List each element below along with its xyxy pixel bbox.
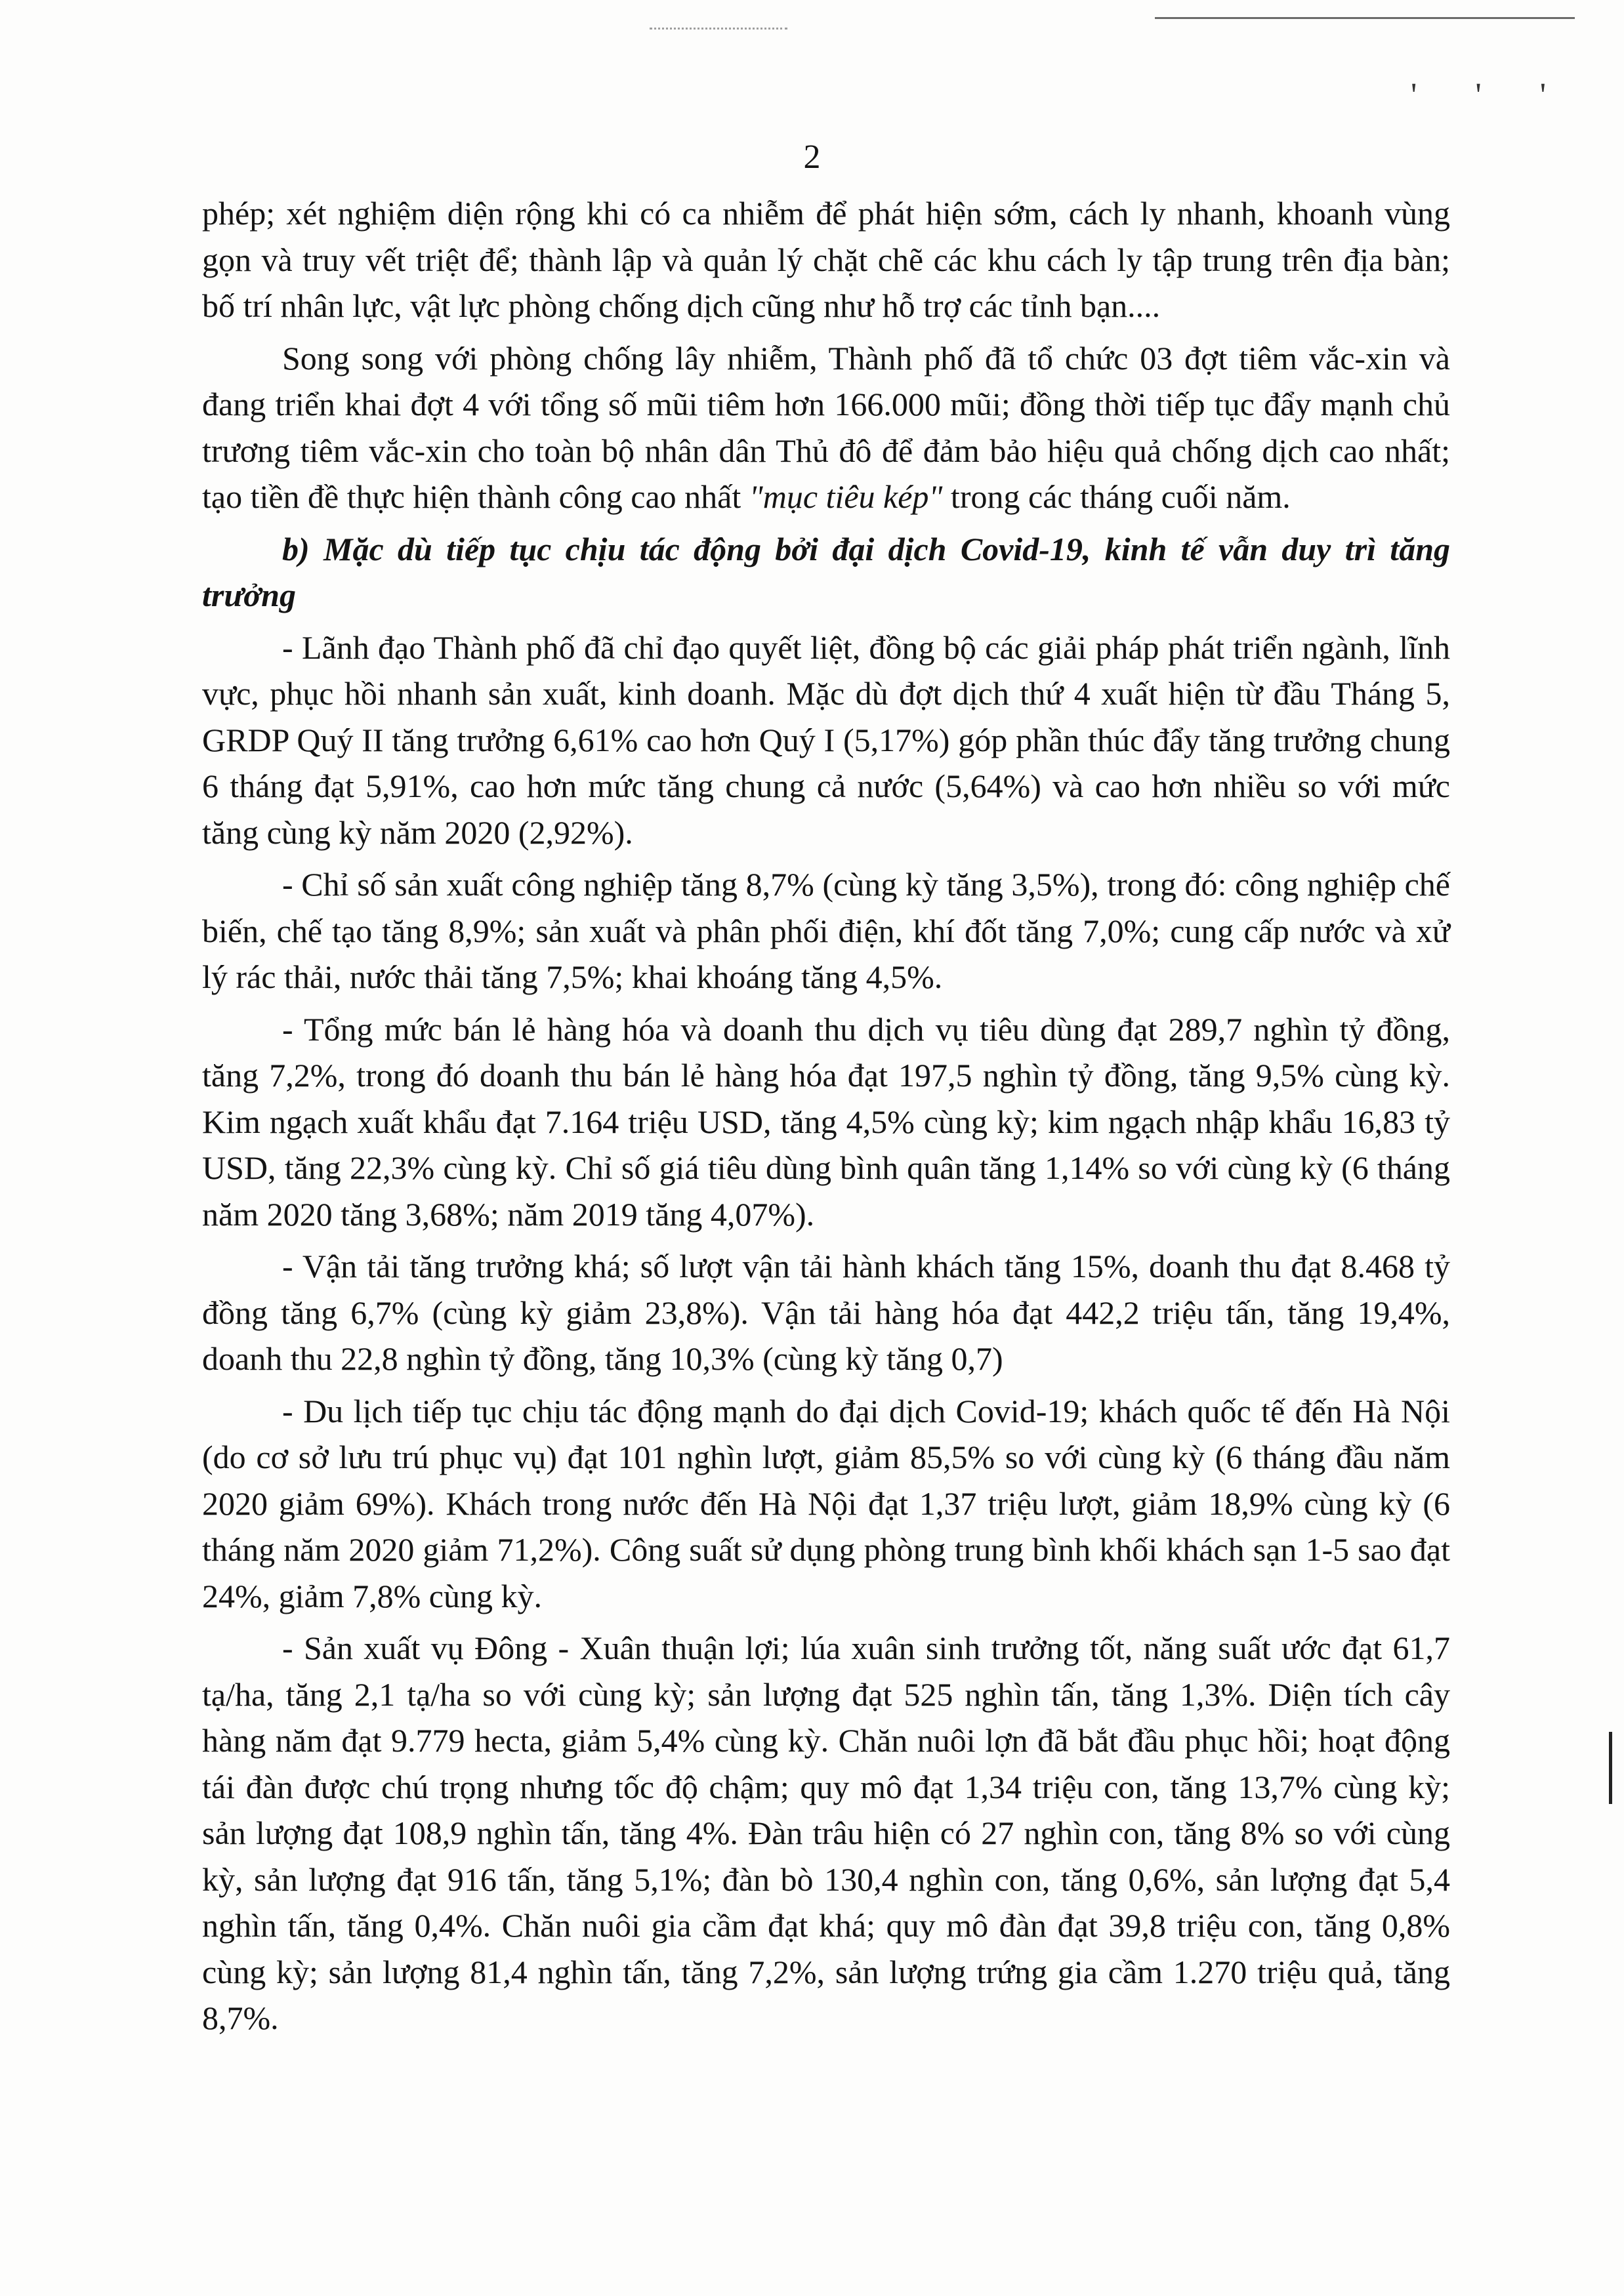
paragraph-retail-trade: - Tổng mức bán lẻ hàng hóa và doanh thu dịch vụ tiêu dùng đạt 289,7 nghìn tỷ đồng, tăng 7,2%, trong đó doanh thu bán lẻ hàng hóa đạt 197,5 nghìn tỷ đồng, tăng 9,5% cùng kỳ. Kim ngạch xuất khẩu đạt 7.164 triệu USD, tăng 4,5% cùng kỳ; kim ngạch nhập khẩu 16,83 tỷ USD, tăng 22,3% cùng kỳ. Chỉ số giá tiêu dùng bình quân tăng 1,14% so với cùng kỳ (6 tháng năm 2020 tăng 3,68%; năm 2019 tăng 4,07%).: [202, 1010, 1450, 1233]
section-heading-b: b) Mặc dù tiếp tục chịu tác động bởi đại dịch Covid-19, kinh tế vẫn duy trì tăng trưởng: [202, 530, 1450, 613]
scan-artifact-line: [1155, 17, 1575, 19]
scan-artifact-specks: ' ' ': [1411, 77, 1572, 114]
document-body: [202, 190, 1450, 2047]
scan-artifact-edge-mark: [1609, 1732, 1612, 1804]
paragraph-vaccination-end: trong các tháng cuối năm.: [942, 478, 1291, 515]
paragraph-industry: - Chỉ số sản xuất công nghiệp tăng 8,7% (cùng kỳ tăng 3,5%), trong đó: công nghiệp chế biến, chế tạo tăng 8,9%; sản xuất và phân phối điện, khí đốt tăng 7,0%; cung cấp nước và xử lý rác thải, nước thải tăng 7,5%; khai khoáng tăng 4,5%.: [202, 866, 1450, 995]
dual-goal-quote: "mục tiêu kép": [749, 478, 943, 515]
scan-artifact-dots: [650, 28, 787, 30]
page-number: 2: [803, 138, 821, 176]
paragraph-agriculture: - Sản xuất vụ Đông - Xuân thuận lợi; lúa xuân sinh trưởng tốt, năng suất ước đạt 61,7 tạ/ha, tăng 2,1 tạ/ha so với cùng kỳ; sản lượng đạt 525 nghìn tấn, tăng 1,3%. Diện tích cây hàng năm đạt 9.779 hecta, giảm 5,4% cùng kỳ. Chăn nuôi lợn đã bắt đầu phục hồi; hoạt động tái đàn được chú trọng nhưng tốc độ chậm; quy mô đạt 1,34 triệu con, tăng 13,7% cùng kỳ; sản lượng đạt 108,9 nghìn tấn, tăng 4%. Đàn trâu hiện có 27 nghìn con, tăng 8% so với cùng kỳ, sản lượng đạt 916 tấn, tăng 5,1%; đàn bò 130,4 nghìn con, tăng 0,6%, sản lượng đạt 5,4 nghìn tấn, tăng 0,4%. Chăn nuôi gia cầm đạt khá; quy mô đàn đạt 39,8 triệu con, tăng 0,8% cùng kỳ; sản lượng 81,4 nghìn tấn, tăng 7,2%, sản lượng trứng gia cầm 1.270 triệu quả, tăng 8,7%.: [202, 1630, 1450, 2036]
paragraph-tourism: - Du lịch tiếp tục chịu tác động mạnh do đại dịch Covid-19; khách quốc tế đến Hà Nội (do cơ sở lưu trú phục vụ) đạt 101 nghìn lượt, giảm 85,5% so với cùng kỳ (6 tháng đầu năm 2020 giảm 69%). Khách trong nước đến Hà Nội đạt 1,37 triệu lượt, giảm 18,9% cùng kỳ (6 tháng năm 2020 giảm 71,2%). Công suất sử dụng phòng trung bình khối khách sạn 1-5 sao đạt 24%, giảm 7,8% cùng kỳ.: [202, 1392, 1450, 1614]
paragraph-continued: phép; xét nghiệm diện rộng khi có ca nhiễm để phát hiện sớm, cách ly nhanh, khoanh vùng gọn và truy vết triệt để; thành lập và quản lý chặt chẽ các khu cách ly tập trung trên địa bàn; bố trí nhân lực, vật lực phòng chống dịch cũng như hỗ trợ các tỉnh bạn....: [202, 195, 1450, 324]
paragraph-vaccination: [202, 335, 1450, 520]
paragraph-grdp: - Lãnh đạo Thành phố đã chỉ đạo quyết liệt, đồng bộ các giải pháp phát triển ngành, lĩnh vực, phục hồi nhanh sản xuất, kinh doanh. Mặc dù đợt dịch thứ 4 xuất hiện từ đầu Tháng 5, GRDP Quý II tăng trưởng 6,61% cao hơn Quý I (5,17%) góp phần thúc đẩy tăng trưởng chung 6 tháng đạt 5,91%, cao hơn mức tăng chung cả nước (5,64%) và cao hơn nhiều so với mức tăng cùng kỳ năm 2020 (2,92%).: [202, 628, 1450, 851]
paragraph-transport: - Vận tải tăng trưởng khá; số lượt vận tải hành khách tăng 15%, doanh thu đạt 8.468 tỷ đồng tăng 6,7% (cùng kỳ giảm 23,8%). Vận tải hàng hóa đạt 442,2 triệu tấn, tăng 19,4%, doanh thu 22,8 nghìn tỷ đồng, tăng 10,3% (cùng kỳ tăng 0,7): [202, 1248, 1450, 1377]
paragraph-vaccination-text: Song song với phòng chống lây nhiễm, Thành phố đã tổ chức 03 đợt tiêm vắc-xin và đang triển khai đợt 4 với tổng số mũi tiêm hơn 166.000 mũi; đồng thời tiếp tục đẩy mạnh chủ trương tiêm vắc-xin cho toàn bộ nhân dân Thủ đô để đảm bảo hiệu quả chống dịch cao nhất; tạo tiền đề thực hiện thành công cao nhất: [202, 339, 1450, 515]
